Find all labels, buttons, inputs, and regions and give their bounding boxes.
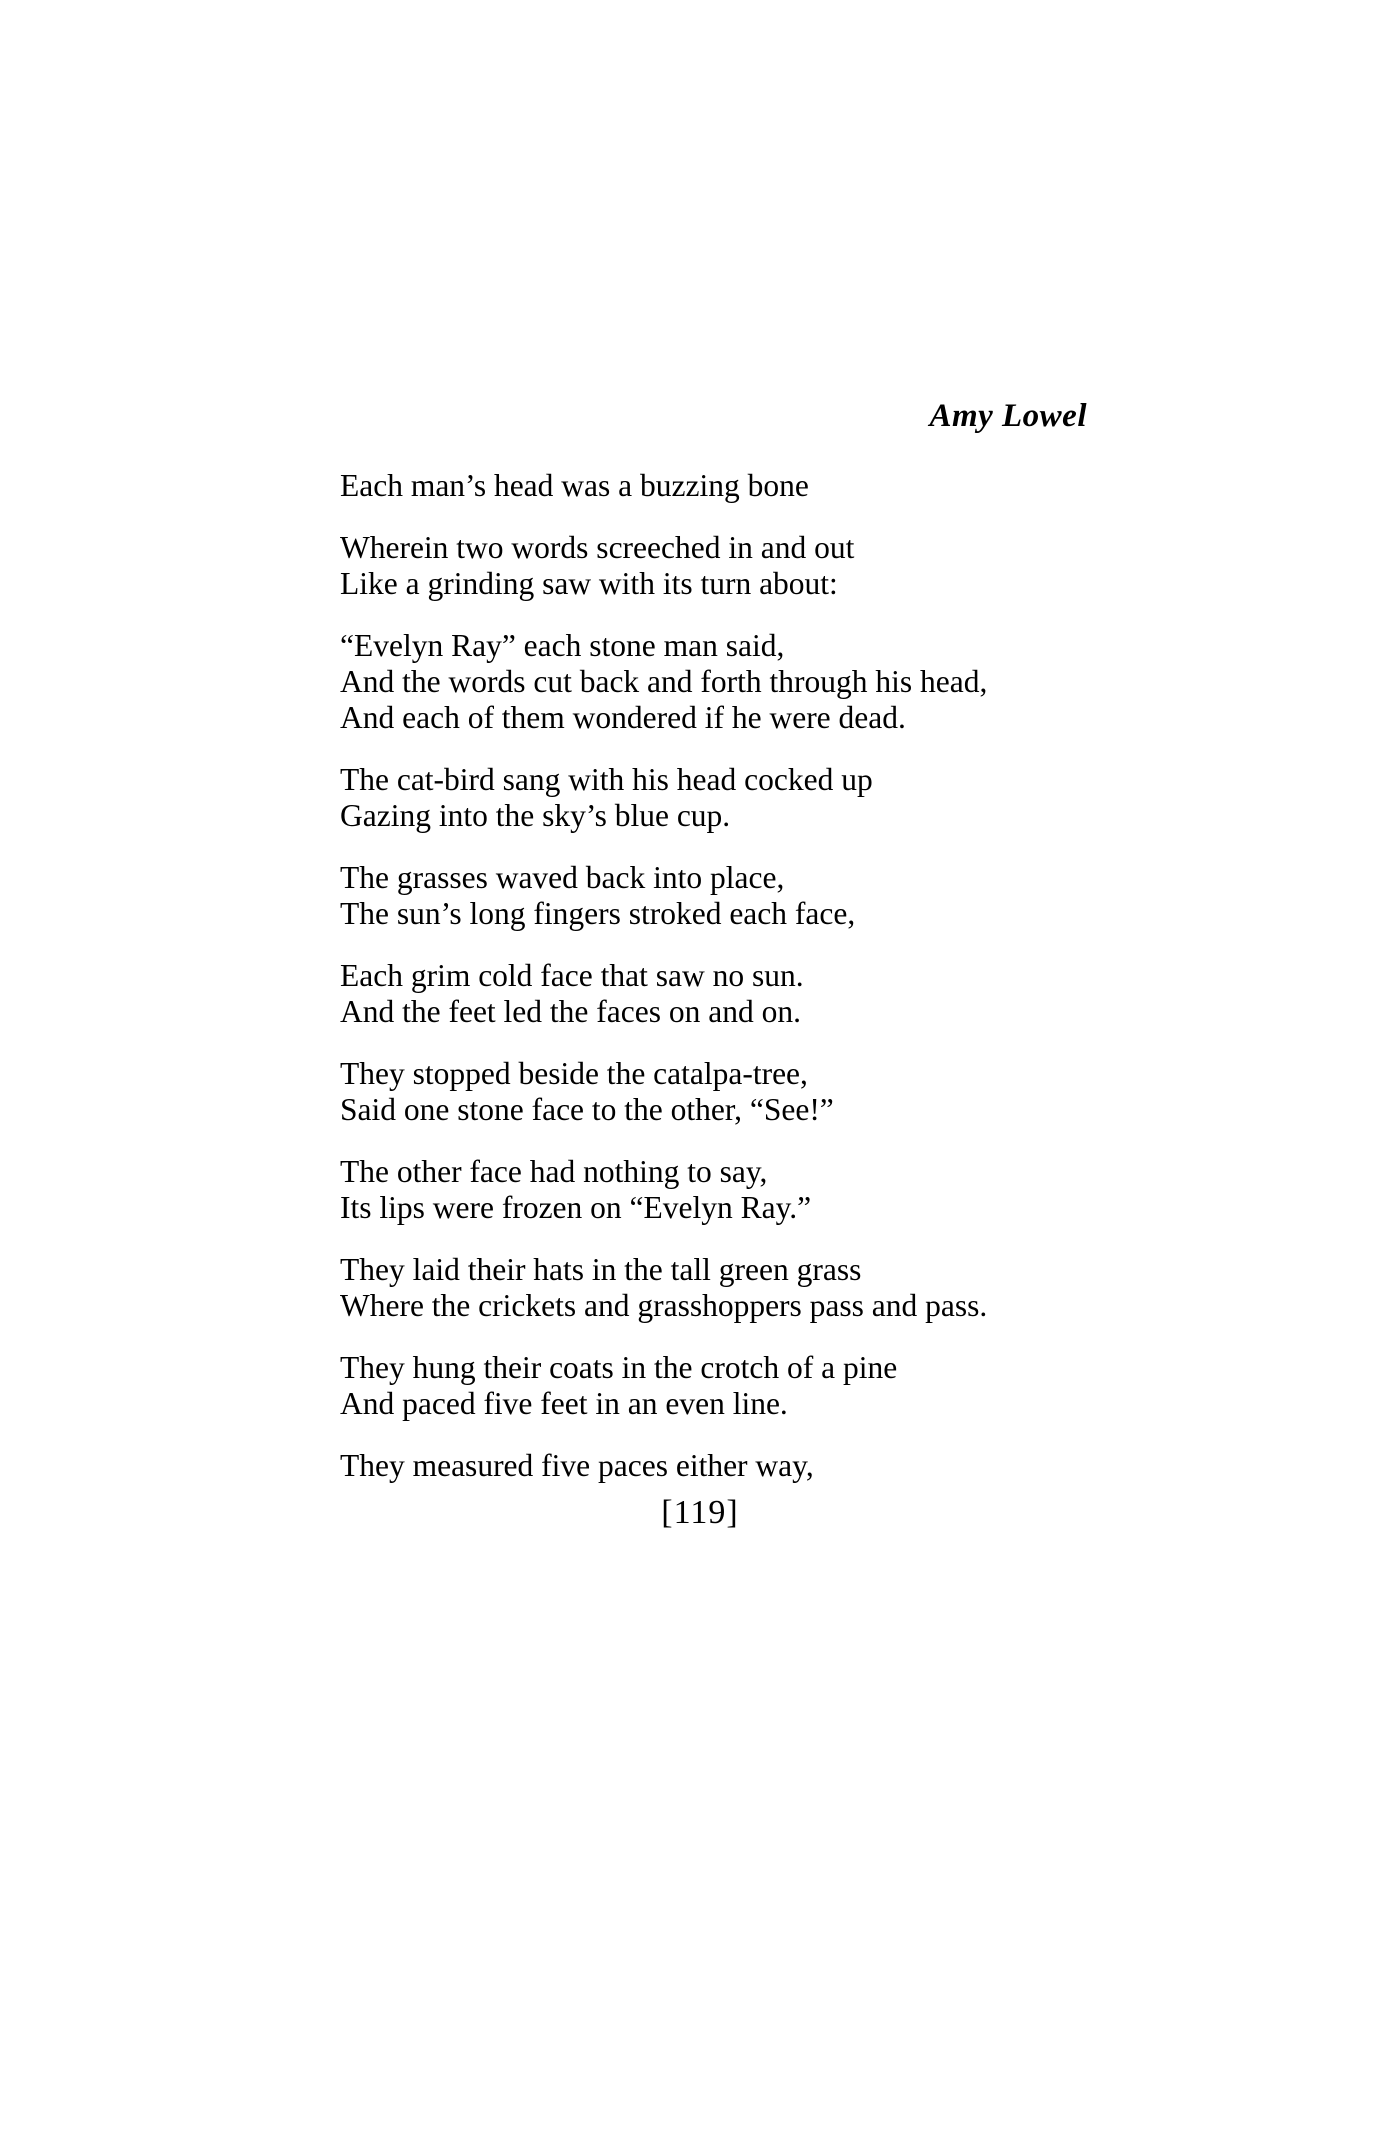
page-number: [119] xyxy=(661,1494,739,1531)
poem-line: The other face had nothing to say, xyxy=(340,1154,768,1189)
stanza xyxy=(340,860,1140,932)
poem-line: Each man’s head was a buzzing bone xyxy=(340,468,809,503)
poem-line: And the words cut back and forth through his head, xyxy=(340,664,988,699)
stanza xyxy=(340,468,1140,504)
poem-line: Said one stone face to the other, “See!” xyxy=(340,1092,834,1127)
poem-line: They laid their hats in the tall green grass xyxy=(340,1252,862,1287)
poem-line: The sun’s long fingers stroked each face, xyxy=(340,896,856,931)
poem-line: They measured five paces either way, xyxy=(340,1448,814,1483)
poem-line: The cat-bird sang with his head cocked up xyxy=(340,762,873,797)
poem-line: Gazing into the sky’s blue cup. xyxy=(340,798,731,833)
stanza xyxy=(340,1350,1140,1422)
stanza xyxy=(340,530,1140,602)
poem-line: And paced five feet in an even line. xyxy=(340,1386,788,1421)
stanza xyxy=(340,958,1140,1030)
poem-line: Where the crickets and grasshoppers pass and pass. xyxy=(340,1288,988,1323)
stanza xyxy=(340,628,1140,736)
poem-line: They hung their coats in the crotch of a pine xyxy=(340,1350,898,1385)
poem-line: And each of them wondered if he were dead. xyxy=(340,700,906,735)
poem-line: Like a grinding saw with its turn about: xyxy=(340,566,838,601)
stanza xyxy=(340,1448,1140,1484)
poem-line: Wherein two words screeched in and out xyxy=(340,530,855,565)
poem-line: And the feet led the faces on and on. xyxy=(340,994,801,1029)
stanza xyxy=(340,1154,1140,1226)
poem-line: “Evelyn Ray” each stone man said, xyxy=(340,628,785,663)
poem-line: The grasses waved back into place, xyxy=(340,860,785,895)
poem-body xyxy=(340,468,1140,1510)
poem-line: They stopped beside the catalpa-tree, xyxy=(340,1056,808,1091)
poem-line: Each grim cold face that saw no sun. xyxy=(340,958,804,993)
stanza xyxy=(340,762,1140,834)
poem-line: Its lips were frozen on “Evelyn Ray.” xyxy=(340,1190,812,1225)
stanza xyxy=(340,1252,1140,1324)
stanza xyxy=(340,1056,1140,1128)
running-head-author: Amy Lowel xyxy=(929,398,1087,434)
